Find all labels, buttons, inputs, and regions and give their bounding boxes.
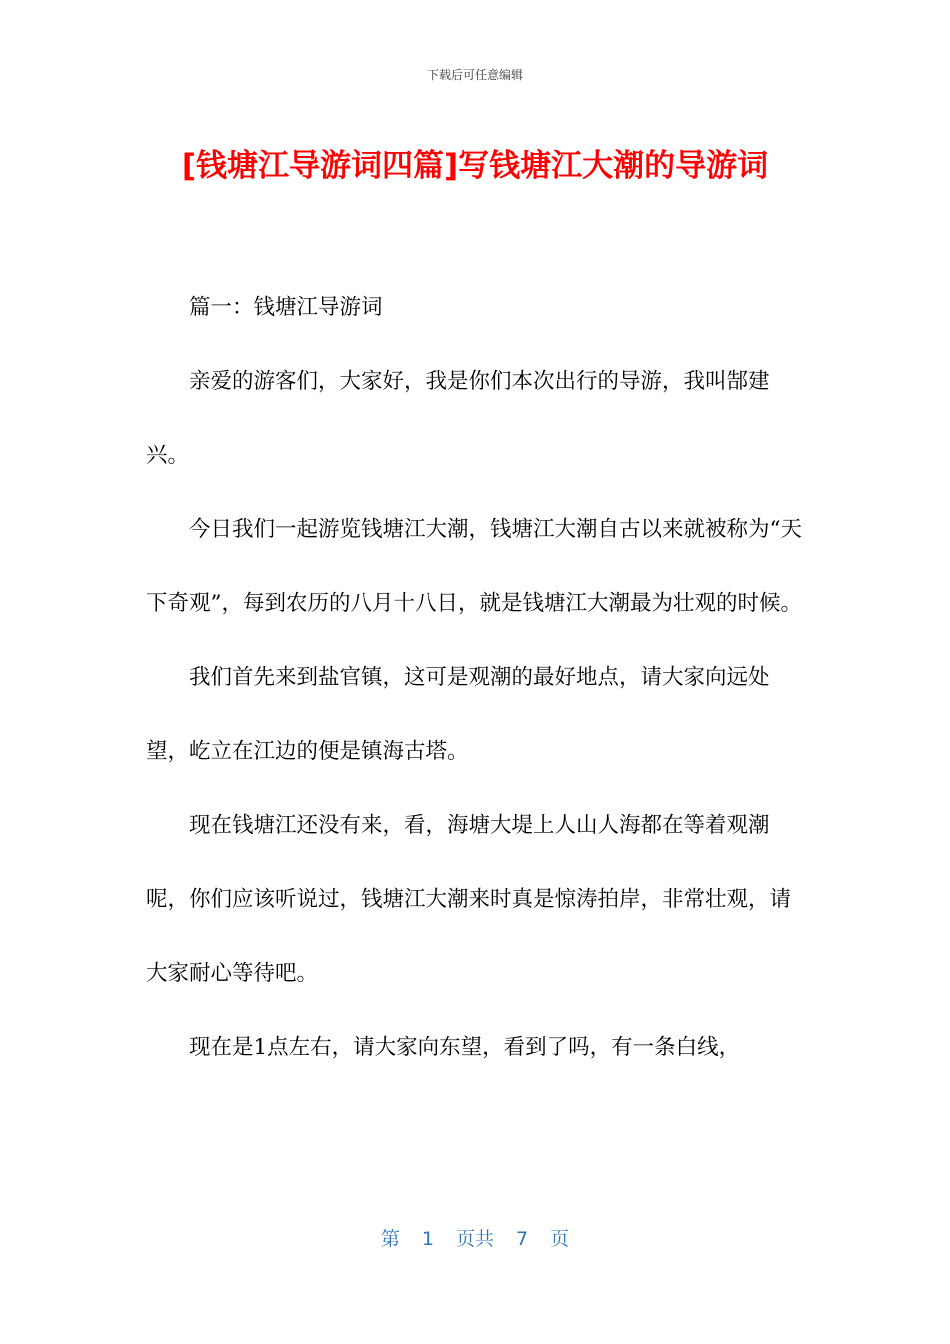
page-footer <box>0 1224 950 1251</box>
paragraph-6: 现在是1点左右，请大家向东望，看到了吗，有一条白线， <box>189 1035 741 1060</box>
paragraph-5: 现在钱塘江还没有来，看，海塘大堤上人山人海都在等着观潮呢，你们应该听说过，钱塘江大潮来时真是惊涛拍岸，非常壮观，请大家耐心等待吧。 <box>146 813 792 986</box>
footer-middle: 页共 <box>455 1228 494 1250</box>
document-title: [钱塘江导游词四篇]写钱塘江大潮的导游词 <box>181 148 769 184</box>
footer-total-pages: 7 <box>516 1228 529 1250</box>
footer-page-number: 1 <box>421 1228 434 1250</box>
document-body <box>146 271 806 1085</box>
paragraph-3: 今日我们一起游览钱塘江大潮，钱塘江大潮自古以来就被称为“天下奇观”，每到农历的八月十八日，就是钱塘江大潮最为壮观的时候。 <box>146 517 802 616</box>
header-note: 下载后可任意编辑 <box>426 68 523 82</box>
paragraph-1: 篇一：钱塘江导游词 <box>189 295 383 320</box>
footer-prefix: 第 <box>380 1228 400 1250</box>
paragraph-2: 亲爱的游客们，大家好，我是你们本次出行的导游，我叫郜建兴。 <box>146 369 770 468</box>
paragraph-4: 我们首先来到盐官镇，这可是观潮的最好地点，请大家向远处望，屹立在江边的便是镇海古塔。 <box>146 665 770 764</box>
footer-suffix: 页 <box>550 1228 570 1250</box>
